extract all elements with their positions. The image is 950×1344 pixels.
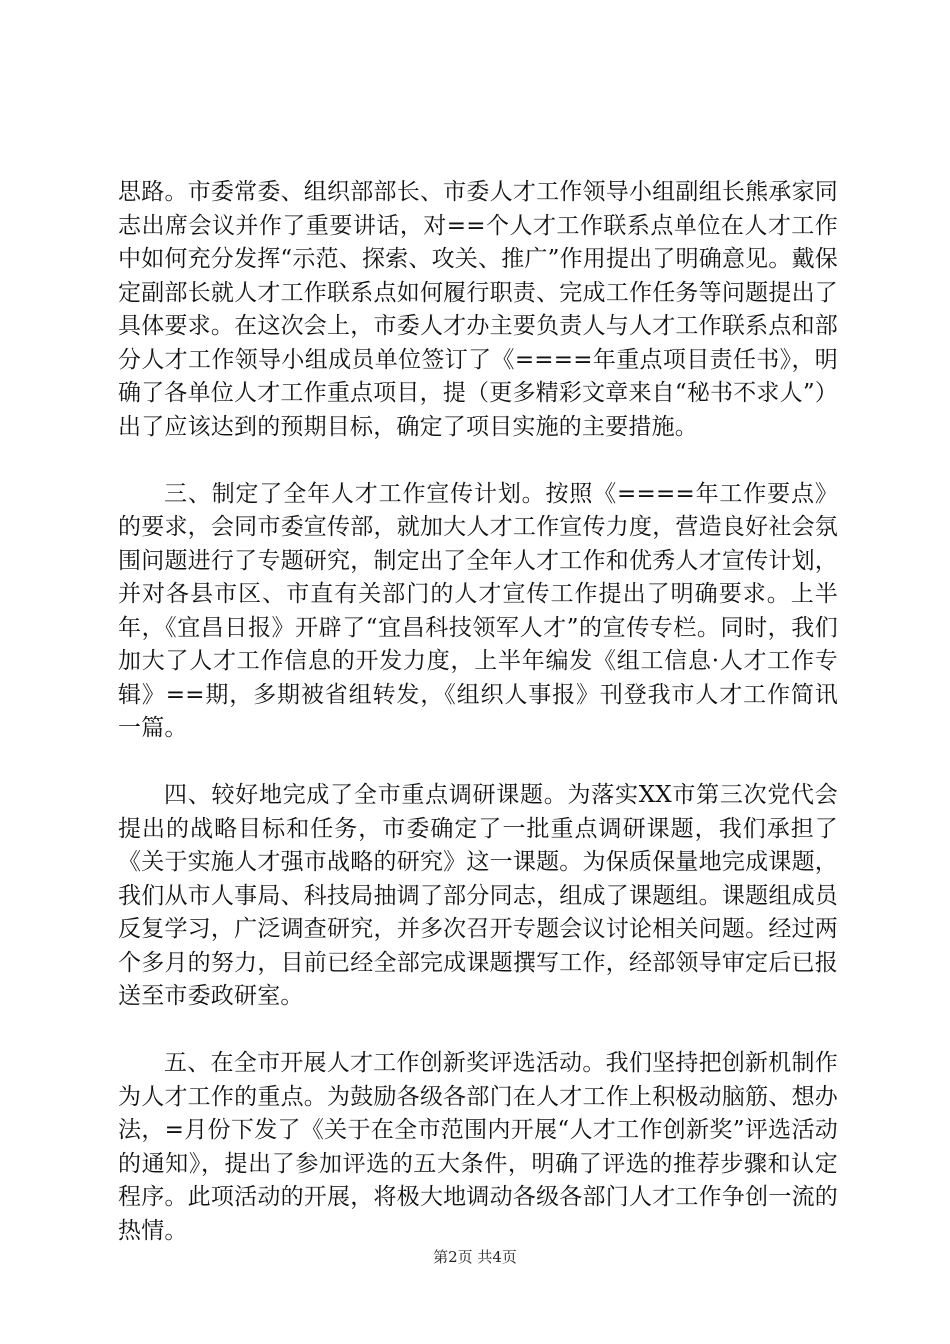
paragraph-section-5: 五、在全市开展人才工作创新奖评选活动。我们坚持把创新机制作为人才工作的重点。为鼓励各级各部门在人才工作上积极动脑筋、想办法，=月份下发了《关于在全市范围内开展“人才工作创新奖”评选活动的通知》，提出了参加评选的五大条件，明确了评选的推荐步骤和认定程序。此项活动的开展，将极大地调动各级各部门人才工作争创一流的热情。 — [118, 1050, 838, 1244]
paragraph-section-4: 四、较好地完成了全市重点调研课题。为落实XX市第三次党代会提出的战略目标和任务，市委确定了一批重点调研课题，我们承担了《关于实施人才强市战略的研究》这一课题。为保质保量地完成课题，我们从市人事局、科技局抽调了部分同志，组成了课题组。课题组成员反复学习，广泛调查研究，并多次召开专题会议讨论相关问题。经过两个多月的努力，目前已经全部完成课题撰写工作，经部领导审定后已报送至市委政研室。 — [118, 782, 838, 1009]
paragraph-continuation: 思路。市委常委、组织部部长、市委人才工作领导小组副组长熊承家同志出席会议并作了重要讲话，对==个人才工作联系点单位在人才工作中如何充分发挥“示范、探索、攻关、推广”作用提出了明确意见。戴保定副部长就人才工作联系点如何履行职责、完成工作任务等问题提出了具体要求。在这次会上，市委人才办主要负责人与人才工作联系点和部分人才工作领导小组成员单位签订了《====年重点项目责任书》，明确了各单位人才工作重点项目，提（更多精彩文章来自“秘书不求人”）出了应该达到的预期目标，确定了项目实施的主要措施。 — [118, 179, 838, 440]
page-footer: 第2页 共4页 — [433, 1248, 517, 1266]
paragraph-section-3: 三、制定了全年人才工作宣传计划。按照《====年工作要点》的要求，会同市委宣传部，就加大人才工作宣传力度，营造良好社会氛围问题进行了专题研究，制定出了全年人才工作和优秀人才宣传计划，并对各县市区、市直有关部门的人才宣传工作提出了明确要求。上半年，《宜昌日报》开辟了“宜昌科技领军人才”的宣传专栏。同时，我们加大了人才工作信息的开发力度，上半年编发《组工信息·人才工作专辑》==期，多期被省组转发，《组织人事报》刊登我市人才工作简讯一篇。 — [118, 480, 838, 741]
document-body — [118, 176, 838, 1282]
